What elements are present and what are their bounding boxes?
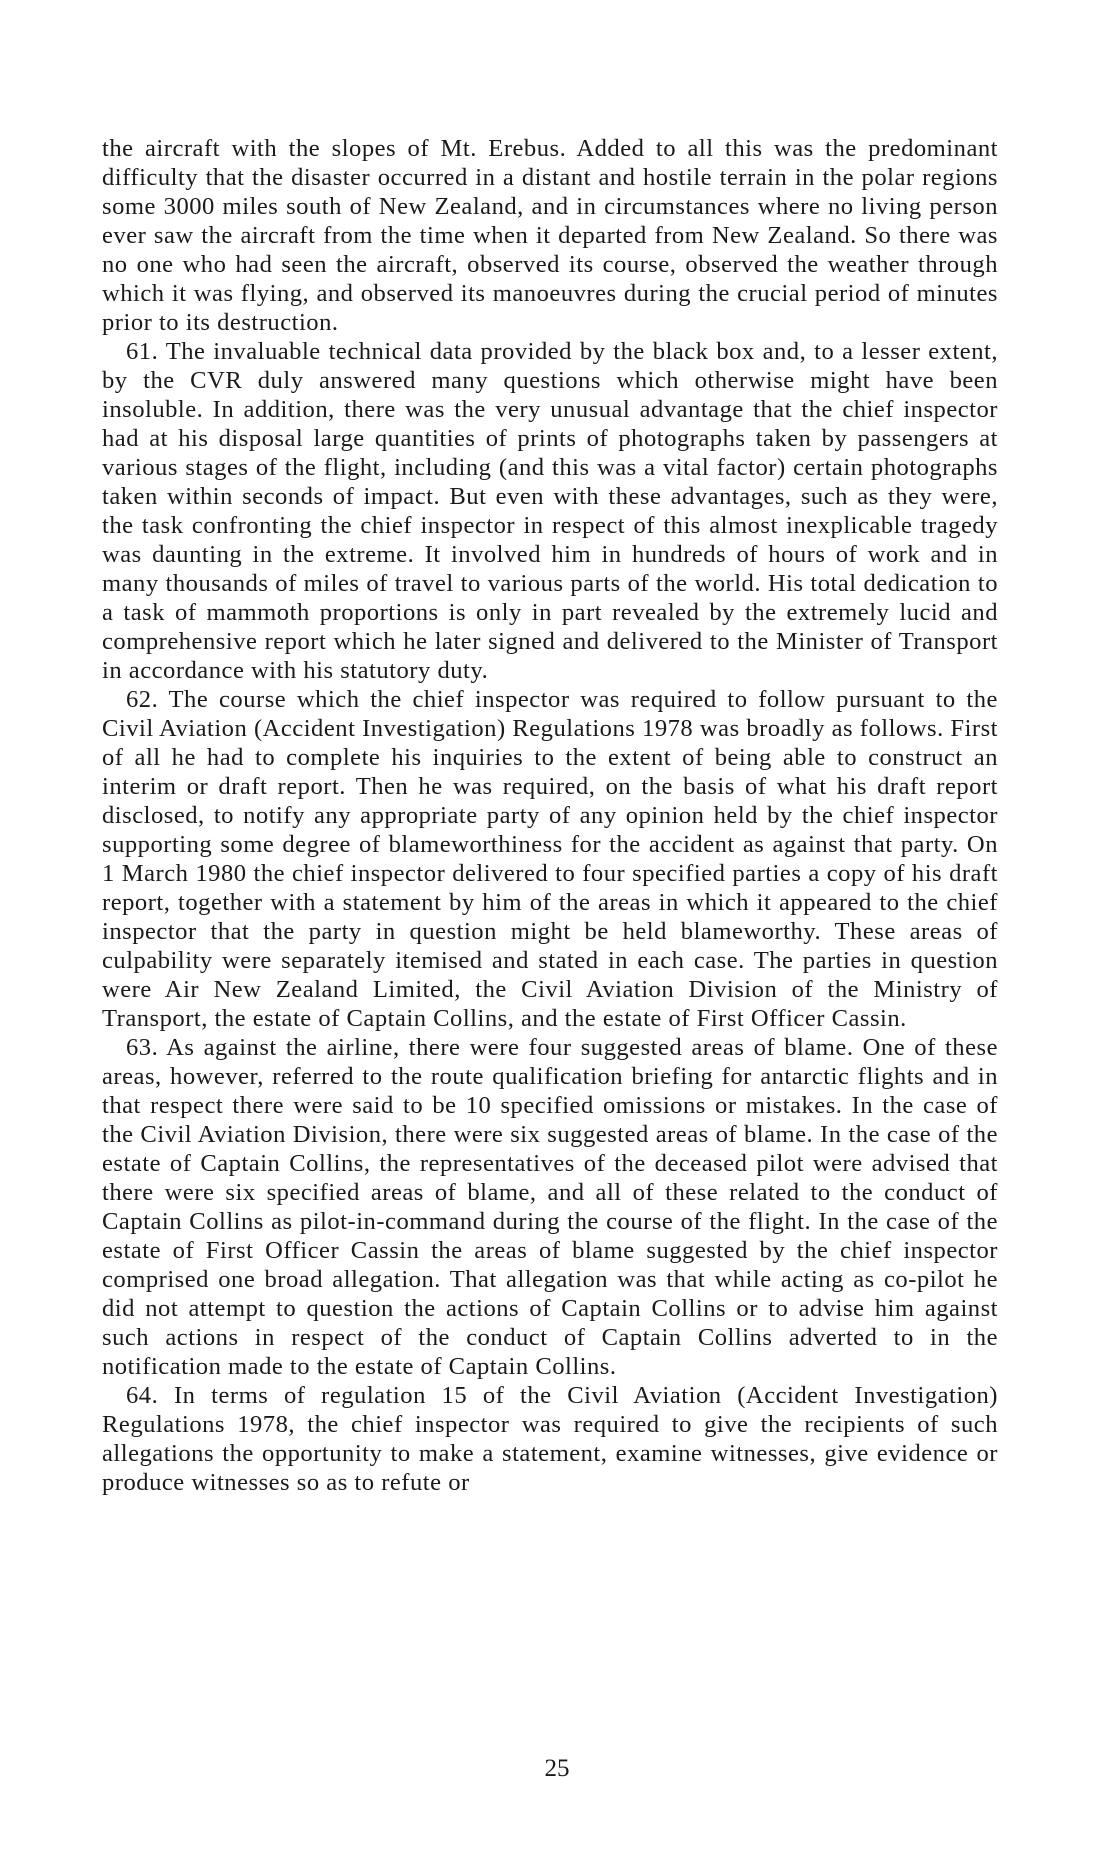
paragraph-62 bbox=[102, 685, 998, 1033]
paragraph-number: 62. bbox=[126, 686, 159, 713]
paragraph-text: The course which the chief inspector was required to follow pursuant to the Civil Aviation (Accident Investigation) Regulations 1978 was broadly as follows. First of all he had to complete his inquiries to the extent of being able to construct an interim or draft report. Then he was required, on the basis of what his draft report disclosed, to notify any appropriate party of any opinion held by the chief inspector supporting some degree of blameworthiness for the accident as against that party. On 1 March 1980 the chief inspector delivered to four specified parties a copy of his draft report, together with a statement by him of the areas in which it appeared to the chief inspector that the party in question might be held blameworthy. These areas of culpability were separately itemised and stated in each case. The parties in question were Air New Zealand Limited, the Civil Aviation Division of the Ministry of Transport, the estate of Captain Collins, and the estate of First Officer Cassin. bbox=[102, 686, 998, 1032]
paragraph-number: 61. bbox=[126, 338, 159, 365]
paragraph-61 bbox=[102, 337, 998, 685]
paragraph-continuation bbox=[102, 134, 998, 337]
paragraph-text: In terms of regulation 15 of the Civil Aviation (Accident Investigation) Regulations 1978, the chief inspector was required to give the recipients of such allegations the opportunity to make a statement, examine witnesses, give evidence or produce witnesses so as to refute or bbox=[102, 1382, 998, 1496]
paragraph-text: The invaluable technical data provided by the black box and, to a lesser extent, by the CVR duly answered many questions which otherwise might have been insoluble. In addition, there was the very unusual advantage that the chief inspector had at his disposal large quantities of prints of photographs taken by passengers at various stages of the flight, including (and this was a vital factor) certain photographs taken within seconds of impact. But even with these advantages, such as they were, the task confronting the chief inspector in respect of this almost inexplicable tragedy was daunting in the extreme. It involved him in hundreds of hours of work and in many thousands of miles of travel to various parts of the world. His total dedication to a task of mammoth proportions is only in part revealed by the extremely lucid and comprehensive report which he later signed and delivered to the Minister of Transport in accordance with his statutory duty. bbox=[102, 338, 998, 684]
paragraph-text: As against the airline, there were four suggested areas of blame. One of these areas, however, referred to the route qualification briefing for antarctic flights and in that respect there were said to be 10 specified omissions or mistakes. In the case of the Civil Aviation Division, there were six suggested areas of blame. In the case of the estate of Captain Collins, the representatives of the deceased pilot were advised that there were six specified areas of blame, and all of these related to the conduct of Captain Collins as pilot-in-command during the course of the flight. In the case of the estate of First Officer Cassin the areas of blame suggested by the chief inspector comprised one broad allegation. That allegation was that while acting as co-pilot he did not attempt to question the actions of Captain Collins or to advise him against such actions in respect of the conduct of Captain Collins adverted to in the notification made to the estate of Captain Collins. bbox=[102, 1034, 998, 1380]
page-number: 25 bbox=[544, 1755, 570, 1782]
paragraph-text: the aircraft with the slopes of Mt. Erebus. Added to all this was the predominant difficulty that the disaster occurred in a distant and hostile terrain in the polar regions some 3000 miles south of New Zealand, and in circumstances where no living person ever saw the aircraft from the time when it departed from New Zealand. So there was no one who had seen the aircraft, observed its course, observed the weather through which it was flying, and observed its manoeuvres during the crucial period of minutes prior to its destruction. bbox=[102, 135, 998, 336]
paragraph-64 bbox=[102, 1381, 998, 1497]
body-text bbox=[102, 134, 998, 1497]
paragraph-number: 63. bbox=[126, 1034, 159, 1061]
paragraph-number: 64. bbox=[126, 1382, 159, 1409]
paragraph-63 bbox=[102, 1033, 998, 1381]
